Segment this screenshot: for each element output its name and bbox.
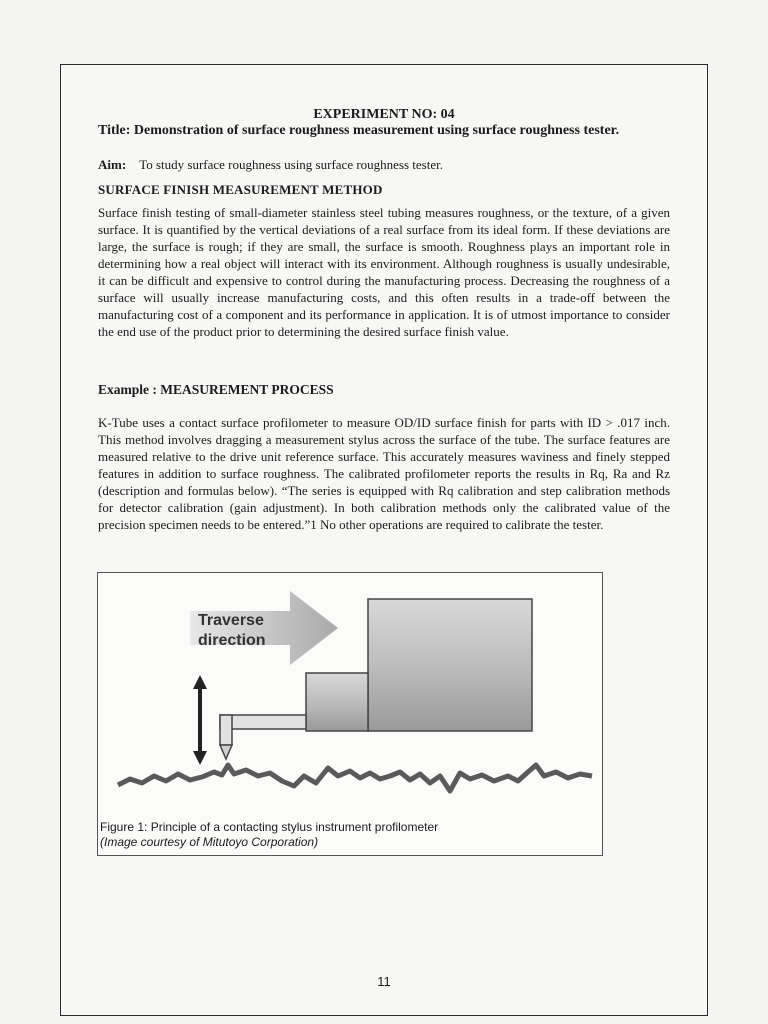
down-arrow-icon — [193, 751, 207, 765]
traverse-label-line1: Traverse — [198, 612, 264, 629]
aim-text: To study surface roughness using surface roughness tester. — [139, 157, 443, 172]
surface-profile-line — [118, 765, 592, 791]
stylus-arm — [220, 715, 306, 729]
page-number: 11 — [377, 974, 391, 989]
aim-line — [98, 157, 443, 173]
figure-caption-block — [100, 820, 600, 850]
detector-block — [306, 673, 368, 731]
paragraph-surface-finish: Surface finish testing of small-diameter stainless steel tubing measures roughness, or the texture, of a given surface. It is quantified by the vertical deviations of a real surface from its ideal form. If these deviations are large, the surface is rough; if they are small, the surface is smooth. Roughness plays an important role in determining how a real object will interact with its environment. Although roughness is usually undesirable, it can be difficult and expensive to control during the manufacturing process. Decreasing the roughness of a surface will usually increase manufacturing costs, and this often results in a trade-off between the manufacturing cost of a component and its performance in application. It is of utmost importance to consider the end use of the product prior to determining the desired surface finish value. — [98, 205, 670, 339]
figure-profilometer — [97, 572, 603, 856]
document-title — [98, 123, 619, 139]
stylus-holder — [220, 715, 232, 745]
title-label: Title: — [98, 123, 131, 138]
title-text: Demonstration of surface roughness measurement using surface roughness tester. — [133, 123, 620, 138]
stylus-tip-icon — [220, 745, 232, 759]
figure-caption: Figure 1: Principle of a contacting stylus instrument profilometer — [100, 820, 439, 834]
section-heading: SURFACE FINISH MEASUREMENT METHOD — [98, 182, 383, 197]
figure-credit: (Image courtesy of Mitutoyo Corporation) — [100, 835, 319, 849]
paragraph-measurement-process: K-Tube uses a contact surface profilometer to measure OD/ID surface finish for parts with ID > .017 inch. This method involves dragging a measurement stylus across the surface of the tube. The surface features are measured relative to the drive unit reference surface. This accurately measures waviness and finely stepped features in addition to surface roughness. The calibrated profilometer reports the results in Rq, Ra and Rz (description and formulas below). “The series is equipped with Rq calibration and step calibration methods for detector calibration (gain adjustment). In both calibration methods only the calibrated value of the precision specimen needs to be entered.”1 No other operations are required to calibrate the tester. — [98, 415, 670, 532]
example-heading: Example : MEASUREMENT PROCESS — [98, 382, 334, 397]
profilometer-diagram — [98, 573, 602, 855]
aim-label: Aim: — [98, 157, 127, 172]
up-arrow-icon — [193, 675, 207, 689]
experiment-heading: EXPERIMENT NO: 04 — [313, 107, 455, 122]
drive-unit-block — [368, 599, 532, 731]
traverse-label-line2: direction — [198, 632, 266, 649]
